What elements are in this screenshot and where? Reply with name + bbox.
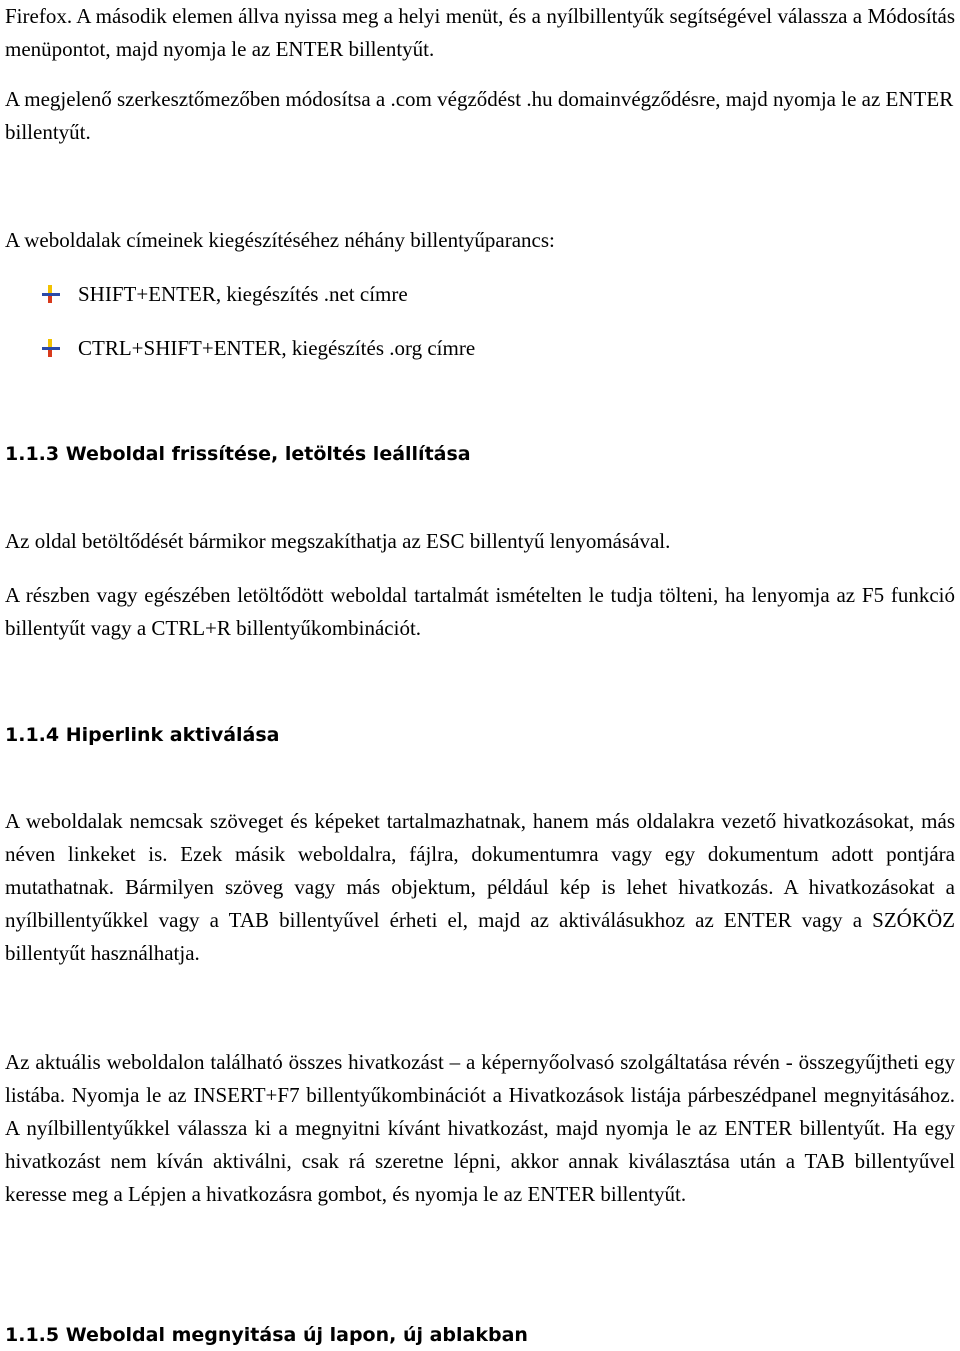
bullet-text: SHIFT+ENTER, kiegészítés .net címre — [78, 282, 408, 306]
paragraph-shortcuts-intro: A weboldalak címeinek kiegészítéséhez néhány billentyűparancs: — [5, 228, 555, 252]
paragraph-esc-stop: Az oldal betöltődését bármikor megszakíthatja az ESC billentyű lenyomásával. — [5, 529, 671, 553]
paragraph-firefox-context-menu: Firefox. A második elemen állva nyissa meg a helyi menüt, és a nyílbillentyűk segítségével válassza a Módosítás menüpontot, majd nyomja le az ENTER billentyűt. — [5, 4, 955, 61]
paragraph-hyperlinks: A weboldalak nemcsak szöveget és képeket tartalmazhatnak, hanem más oldalakra vezető hivatkozásokat, más néven linkeket is. Ezek másik weboldalra, fájlra, dokumentumra vagy egy dokumentum adott pontjára mutathatnak. Bármilyen szöveg vagy más objektum, például kép is lehet hivatkozás. A hivatkozásokat a nyílbillentyűkkel vagy a TAB billentyűvel érheti el, majd az aktiválásukhoz az ENTER vagy a SZÓKÖZ billentyűt használhatja. — [5, 809, 955, 965]
paragraph-refresh: A részben vagy egészében letöltődött weboldal tartalmát ismételten le tudja tölteni, ha lenyomja az F5 funkció billentyűt vagy a CTRL+R billentyűkombinációt. — [5, 583, 955, 640]
heading-1-1-5: 1.1.5 Weboldal megnyitása új lapon, új ablakban — [5, 1324, 528, 1346]
bullet-icon — [40, 284, 62, 304]
bullet-icon — [40, 338, 62, 358]
heading-1-1-3: 1.1.3 Weboldal frissítése, letöltés leállítása — [5, 443, 471, 465]
bullet-text: CTRL+SHIFT+ENTER, kiegészítés .org címre — [78, 336, 476, 360]
heading-1-1-4: 1.1.4 Hiperlink aktiválása — [5, 724, 280, 746]
paragraph-edit-domain: A megjelenő szerkesztőmezőben módosítsa a .com végződést .hu domainvégződésre, majd nyomja le az ENTER billentyűt. — [5, 87, 954, 144]
paragraph-links-list: Az aktuális weboldalon található összes hivatkozást – a képernyőolvasó szolgáltatása révén - összegyűjtheti egy listába. Nyomja le az INSERT+F7 billentyűkombinációt a Hivatkozások listája párbeszédpanel megnyitásához. A nyílbillentyűkkel válassza ki a megnyitni kívánt hivatkozást, majd nyomja le az ENTER billentyűt. Ha egy hivatkozást nem kíván aktiválni, csak rá szeretne lépni, akkor annak kiválasztása után a TAB billentyűvel keresse meg a Lépjen a hivatkozásra gombot, és nyomja le az ENTER billentyűt. — [5, 1050, 955, 1206]
